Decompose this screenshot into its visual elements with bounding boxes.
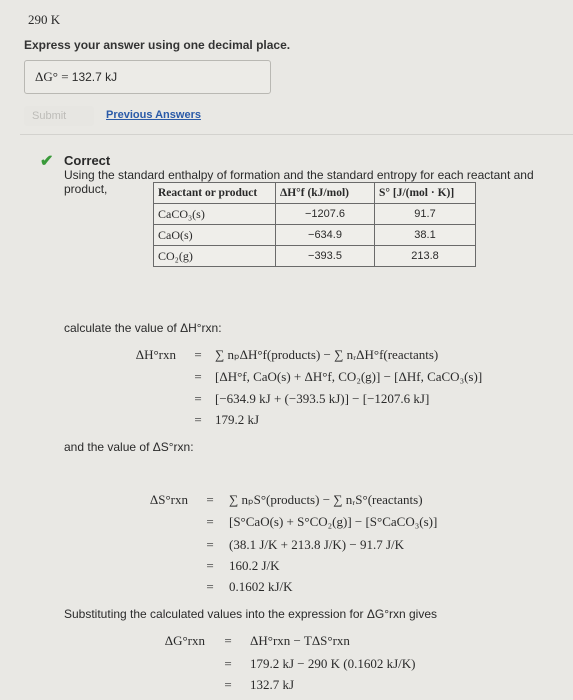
temperature-label: 290 K bbox=[28, 12, 61, 27]
properties-table bbox=[153, 182, 476, 267]
table-cell-enthalpy: −393.5 bbox=[276, 246, 375, 267]
answer-field[interactable] bbox=[24, 60, 271, 94]
table-cell-enthalpy: −1207.6 bbox=[276, 204, 375, 225]
gibbs-line: 132.7 kJ bbox=[250, 677, 295, 692]
answer-label: ΔG° = bbox=[35, 69, 69, 84]
equals-sign: = bbox=[206, 579, 214, 594]
enthalpy-line: [ΔH°f, CaO(s) + ΔH°f, CO₂(g)] − [ΔHf, CaCO₃(s)] bbox=[215, 369, 483, 384]
equals-sign: = bbox=[206, 514, 214, 529]
equals-sign: = bbox=[206, 537, 214, 552]
table-row bbox=[154, 204, 476, 225]
equals-sign: = bbox=[194, 412, 202, 427]
substitute-intro: Substituting the calculated values into the expression for ΔG°rxn gives bbox=[64, 607, 438, 621]
table-row bbox=[154, 246, 476, 267]
equals-sign: = bbox=[194, 391, 202, 406]
equals-sign: = bbox=[224, 677, 232, 692]
equals-sign: = bbox=[206, 558, 214, 573]
table-cell-species: CaCO₃(s) bbox=[154, 204, 276, 225]
entropy-line: [S°CaO(s) + S°CO₂(g)] − [S°CaCO₃(s)] bbox=[229, 514, 438, 529]
table-cell-species: CaO(s) bbox=[154, 225, 276, 246]
gibbs-line: 179.2 kJ − 290 K (0.1602 kJ/K) bbox=[250, 656, 416, 671]
table-cell-entropy: 213.8 bbox=[375, 246, 476, 267]
entropy-line: 160.2 J/K bbox=[229, 558, 280, 573]
equals-sign: = bbox=[224, 633, 232, 648]
enthalpy-line: ∑ nₚΔH°f(products) − ∑ nᵣΔH°f(reactants) bbox=[215, 347, 439, 362]
table-header-row bbox=[154, 183, 476, 204]
table-header: Reactant or product bbox=[154, 183, 276, 204]
table-cell-entropy: 38.1 bbox=[375, 225, 476, 246]
instruction-text: Express your answer using one decimal place. bbox=[24, 38, 291, 52]
table-cell-species: CO₂(g) bbox=[154, 246, 276, 267]
enthalpy-intro: calculate the value of ΔH°rxn: bbox=[64, 321, 222, 335]
feedback-intro: Using the standard enthalpy of formation and the standard entropy for each reactant and product, bbox=[64, 168, 534, 196]
gibbs-line: ΔH°rxn − TΔS°rxn bbox=[250, 633, 350, 648]
gibbs-lhs: ΔG°rxn bbox=[164, 633, 205, 648]
entropy-line: (38.1 J/K + 213.8 J/K) − 91.7 J/K bbox=[229, 537, 404, 552]
divider bbox=[20, 134, 573, 135]
correct-status: Correct bbox=[64, 153, 111, 168]
enthalpy-line: 179.2 kJ bbox=[215, 412, 260, 427]
table-header: S° [J/(mol · K)] bbox=[375, 183, 476, 204]
checkmark-icon: ✔ bbox=[40, 153, 54, 170]
previous-answers-link[interactable]: Previous Answers bbox=[106, 109, 201, 121]
submit-button[interactable]: Submit bbox=[24, 106, 94, 126]
table-cell-enthalpy: −634.9 bbox=[276, 225, 375, 246]
equals-sign: = bbox=[194, 369, 202, 384]
equals-sign: = bbox=[224, 656, 232, 671]
entropy-intro: and the value of ΔS°rxn: bbox=[64, 440, 194, 454]
entropy-line: ∑ nₚS°(products) − ∑ nᵣS°(reactants) bbox=[229, 492, 423, 507]
equals-sign: = bbox=[206, 492, 214, 507]
answer-value: 132.7 kJ bbox=[71, 70, 118, 84]
enthalpy-lhs: ΔH°rxn bbox=[135, 347, 176, 362]
table-header: ΔH°f (kJ/mol) bbox=[276, 183, 375, 204]
entropy-lhs: ΔS°rxn bbox=[149, 492, 188, 507]
enthalpy-line: [−634.9 kJ + (−393.5 kJ)] − [−1207.6 kJ] bbox=[215, 391, 430, 406]
equals-sign: = bbox=[194, 347, 202, 362]
table-row bbox=[154, 225, 476, 246]
entropy-line: 0.1602 kJ/K bbox=[229, 579, 293, 594]
table-cell-entropy: 91.7 bbox=[375, 204, 476, 225]
